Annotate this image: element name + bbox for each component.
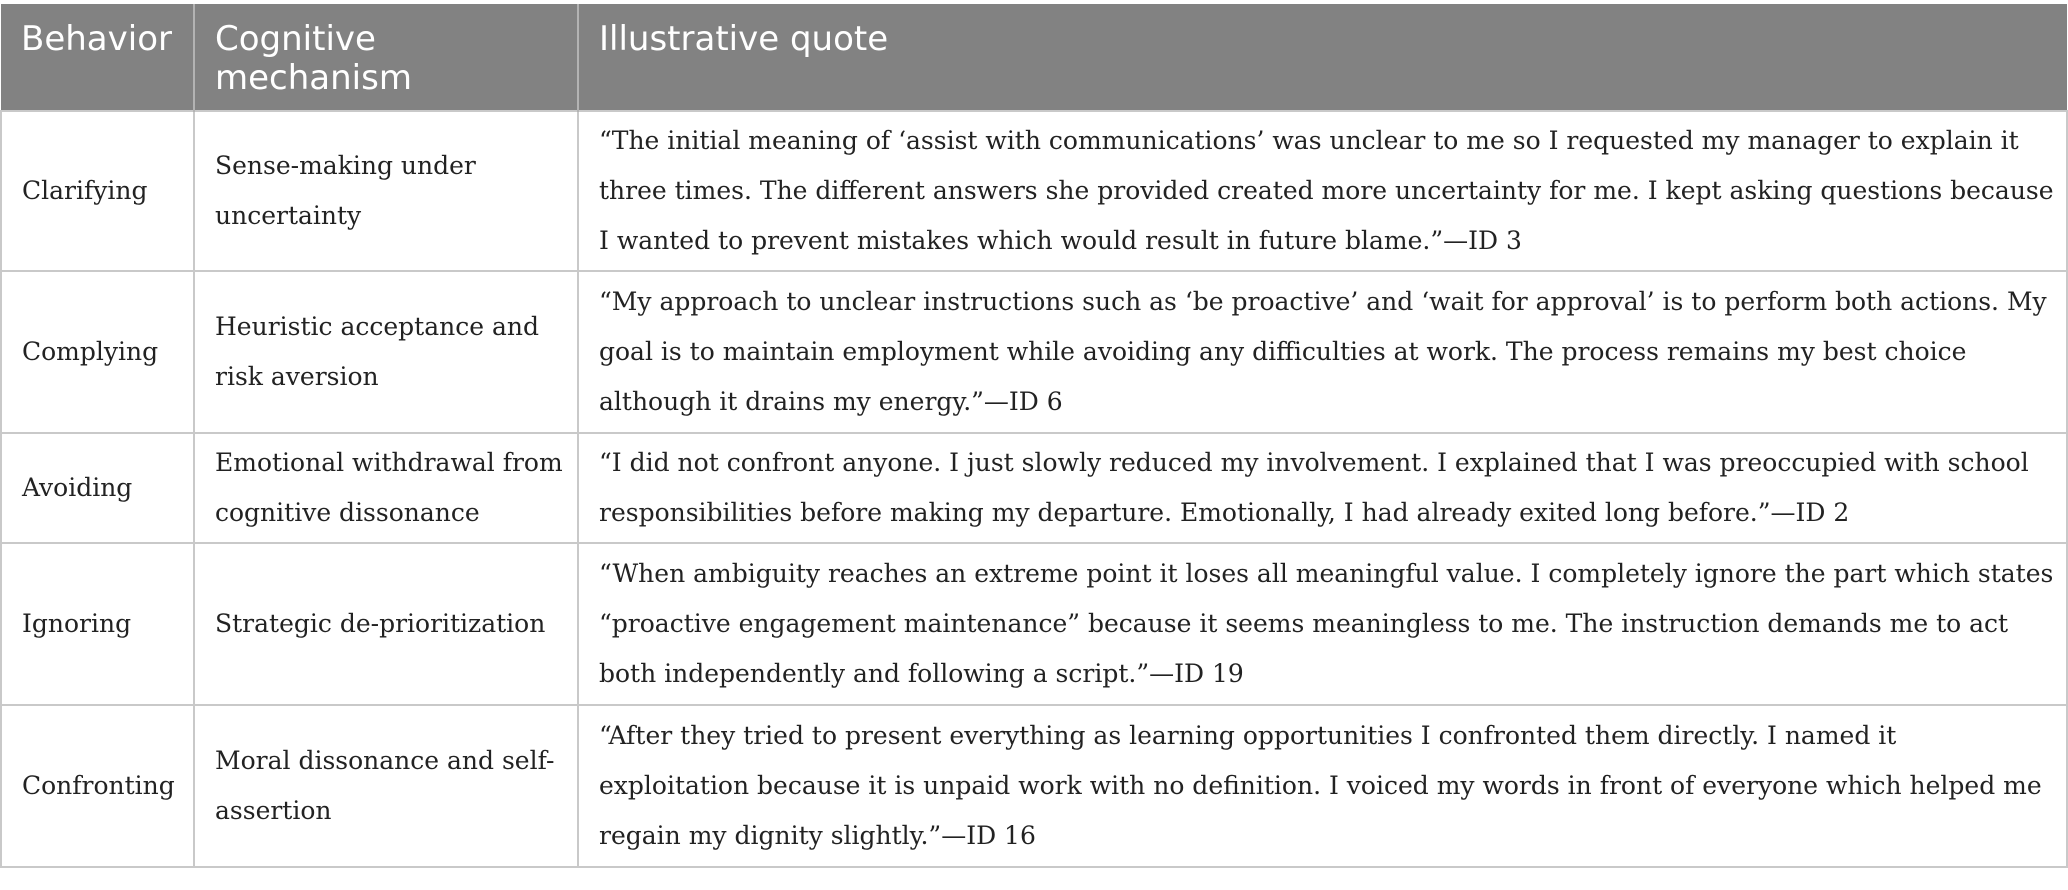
quote-cell: “My approach to unclear instructions such as ‘be proactive’ and ‘wait for approval’ is to perform both actions. My goal is to maintain employment while avoiding any difficulties at work. The process remains my best choice although it drains my energy.”—ID 6 bbox=[578, 271, 2067, 433]
quote-cell: “When ambiguity reaches an extreme point it loses all meaningful value. I completely ignore the part which states “proactive engagement maintenance” because it seems meaningless to me. The instruction demands me to act both independently and following a script.”—ID 19 bbox=[578, 543, 2067, 705]
table-row bbox=[1, 271, 2067, 433]
quote-cell: “After they tried to present everything as learning opportunities I confronted them directly. I named it exploitation because it is unpaid work with no definition. I voiced my words in front of everyone which helped me regain my dignity slightly.”—ID 16 bbox=[578, 705, 2067, 867]
mechanism-cell: Emotional withdrawal from cognitive dissonance bbox=[194, 433, 578, 543]
table-row bbox=[1, 705, 2067, 867]
quote-cell: “I did not confront anyone. I just slowly reduced my involvement. I explained that I was preoccupied with school responsibilities before making my departure. Emotionally, I had already exited long before.”—ID 2 bbox=[578, 433, 2067, 543]
mechanism-cell: Sense-making under uncertainty bbox=[194, 111, 578, 271]
table-row bbox=[1, 543, 2067, 705]
behavior-cell: Confronting bbox=[1, 705, 194, 867]
mechanism-cell: Heuristic acceptance and risk aversion bbox=[194, 271, 578, 433]
mechanism-cell: Strategic de-prioritization bbox=[194, 543, 578, 705]
behavior-cell: Avoiding bbox=[1, 433, 194, 543]
table-header bbox=[1, 4, 2067, 111]
behavior-table-container bbox=[0, 4, 2066, 868]
mechanism-cell: Moral dissonance and self-assertion bbox=[194, 705, 578, 867]
quote-cell: “The initial meaning of ‘assist with communications’ was unclear to me so I requested my manager to explain it three times. The different answers she provided created more uncertainty for me. I kept asking questions because I wanted to prevent mistakes which would result in future blame.”—ID 3 bbox=[578, 111, 2067, 271]
behavior-cell: Complying bbox=[1, 271, 194, 433]
header-cognitive-mechanism: Cognitive mechanism bbox=[194, 4, 578, 111]
behavior-table bbox=[0, 4, 2068, 868]
header-behavior: Behavior bbox=[1, 4, 194, 111]
header-illustrative-quote: Illustrative quote bbox=[578, 4, 2067, 111]
table-row bbox=[1, 433, 2067, 543]
behavior-cell: Clarifying bbox=[1, 111, 194, 271]
table-row bbox=[1, 111, 2067, 271]
behavior-cell: Ignoring bbox=[1, 543, 194, 705]
table-body bbox=[1, 111, 2067, 867]
header-row bbox=[1, 4, 2067, 111]
